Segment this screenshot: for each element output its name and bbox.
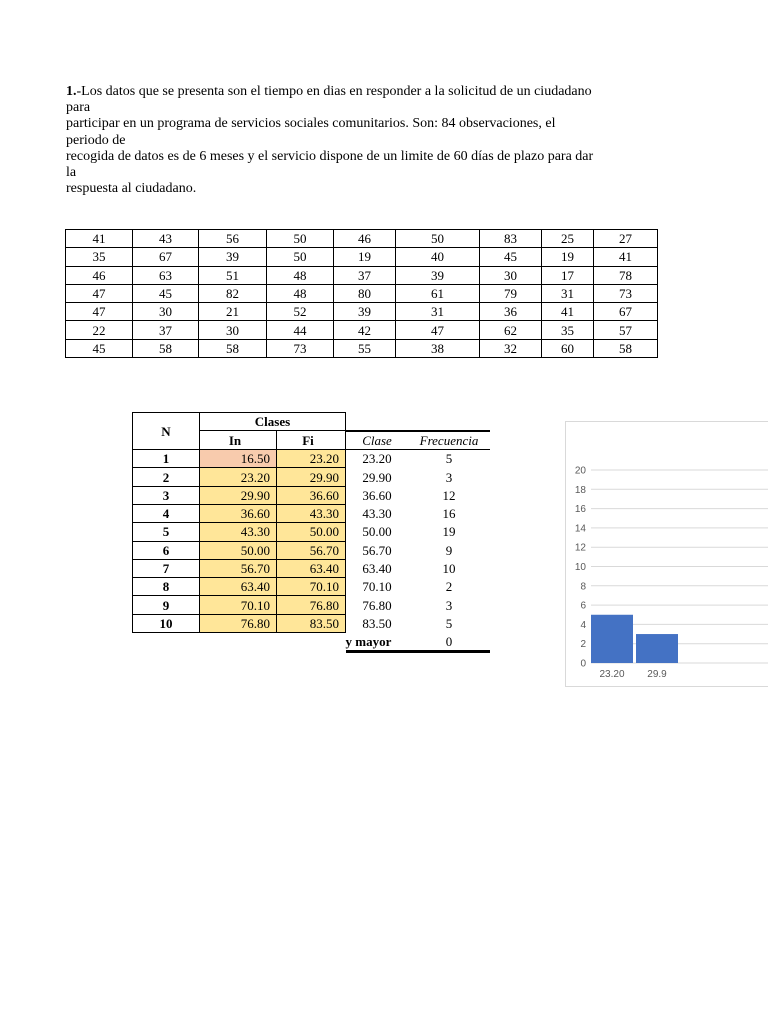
table-row — [133, 578, 491, 596]
histogram-chart — [565, 421, 768, 687]
table-cell: 58 — [594, 339, 658, 357]
table-row — [66, 284, 658, 302]
header-clase: Clase — [346, 431, 409, 450]
table-row — [66, 266, 658, 284]
table-cell: 31 — [396, 303, 480, 321]
table-cell: 73 — [267, 339, 334, 357]
y-tick-label: 8 — [580, 581, 586, 593]
table-cell: 30 — [199, 321, 267, 339]
frequency-value: 5 — [445, 451, 453, 467]
frequency-table — [132, 412, 490, 653]
table-cell: 31 — [542, 284, 594, 302]
table-cell: 19 — [542, 248, 594, 266]
class-lower: 50.00 — [200, 541, 277, 559]
table-row — [66, 248, 658, 266]
intro-line-7: respuesta al ciudadano. — [66, 181, 197, 197]
class-upper: 29.90 — [277, 468, 346, 486]
table-cell: 61 — [396, 284, 480, 302]
table-cell: 45 — [133, 284, 199, 302]
table-cell: 39 — [396, 266, 480, 284]
table-cell: 35 — [542, 321, 594, 339]
bin-value: 29.90 — [362, 469, 392, 485]
class-lower: 36.60 — [200, 504, 277, 522]
table-cell: 50 — [267, 230, 334, 248]
histogram-bar — [636, 634, 678, 663]
table-cell: 67 — [594, 303, 658, 321]
y-tick-label: 16 — [574, 504, 586, 516]
class-upper: 63.40 — [277, 559, 346, 577]
table-cell: 32 — [480, 339, 542, 357]
table-cell: 47 — [396, 321, 480, 339]
class-upper: 70.10 — [277, 578, 346, 596]
table-cell: 38 — [396, 339, 480, 357]
class-number: 5 — [133, 523, 200, 541]
frequency-value: 16 — [442, 506, 456, 522]
intro-line-6: la — [66, 165, 77, 181]
table-cell: 80 — [334, 284, 396, 302]
intro-line-3: participar en un programa de servicios sociales comunitarios. Son: 84 observaciones, el — [66, 116, 556, 132]
table-cell: 41 — [542, 303, 594, 321]
table-cell: 43 — [133, 230, 199, 248]
table-cell: 57 — [594, 321, 658, 339]
header-in: In — [200, 431, 277, 450]
table-cell: 39 — [199, 248, 267, 266]
x-tick-label: 29.9 — [647, 669, 667, 680]
class-upper: 76.80 — [277, 596, 346, 614]
table-cell: 36 — [480, 303, 542, 321]
frequency-value: 2 — [445, 579, 453, 595]
class-lower: 16.50 — [200, 450, 277, 468]
table-cell: 56 — [199, 230, 267, 248]
bin-value: 43.30 — [362, 506, 392, 522]
exercise-number: 1. — [66, 84, 77, 99]
table-cell: 39 — [334, 303, 396, 321]
frequency-value: 9 — [445, 542, 453, 558]
frequency-value: 3 — [445, 469, 453, 485]
table-cell: 78 — [594, 266, 658, 284]
y-tick-label: 2 — [580, 639, 586, 651]
class-lower: 23.20 — [200, 468, 277, 486]
table-cell: 45 — [66, 339, 133, 357]
y-tick-label: 4 — [580, 619, 586, 631]
table-cell: 37 — [334, 266, 396, 284]
table-row — [133, 614, 491, 632]
table-row — [133, 486, 491, 504]
table-cell: 60 — [542, 339, 594, 357]
class-lower: 43.30 — [200, 523, 277, 541]
table-cell: 45 — [480, 248, 542, 266]
table-cell: 19 — [334, 248, 396, 266]
class-number: 9 — [133, 596, 200, 614]
table-cell: 67 — [133, 248, 199, 266]
y-tick-label: 14 — [574, 523, 586, 535]
y-tick-label: 18 — [574, 484, 586, 496]
intro-line-2: para — [66, 100, 91, 116]
histogram-bar — [591, 615, 633, 663]
class-upper: 43.30 — [277, 504, 346, 522]
class-upper: 50.00 — [277, 523, 346, 541]
y-tick-label: 20 — [574, 465, 586, 477]
frequency-value: 10 — [442, 561, 456, 577]
class-number: 3 — [133, 486, 200, 504]
table-cell: 83 — [480, 230, 542, 248]
observations-table — [65, 229, 658, 358]
class-upper: 83.50 — [277, 614, 346, 632]
class-number: 2 — [133, 468, 200, 486]
y-tick-label: 12 — [574, 542, 586, 554]
table-row — [66, 303, 658, 321]
intro-line-5: recogida de datos es de 6 meses y el servicio dispone de un limite de 60 días de plazo para dar — [66, 148, 594, 164]
class-number: 10 — [133, 614, 200, 632]
class-lower: 76.80 — [200, 614, 277, 632]
frequency-value-more: 0 — [408, 633, 490, 652]
class-upper: 23.20 — [277, 450, 346, 468]
y-tick-label: 0 — [580, 658, 586, 670]
bin-value: 36.60 — [362, 487, 392, 503]
table-row — [133, 541, 491, 559]
table-cell: 40 — [396, 248, 480, 266]
class-number: 1 — [133, 450, 200, 468]
class-lower: 63.40 — [200, 578, 277, 596]
class-number: 4 — [133, 504, 200, 522]
table-cell: 51 — [199, 266, 267, 284]
header-n: N — [133, 413, 200, 450]
table-cell: 30 — [133, 303, 199, 321]
bin-value: 76.80 — [362, 597, 392, 613]
table-cell: 58 — [133, 339, 199, 357]
table-cell: 63 — [133, 266, 199, 284]
table-cell: 44 — [267, 321, 334, 339]
table-cell: 47 — [66, 303, 133, 321]
intro-line-4: periodo de — [66, 132, 126, 148]
table-cell: 25 — [542, 230, 594, 248]
table-cell: 42 — [334, 321, 396, 339]
chart-svg — [566, 422, 768, 686]
table-row — [133, 633, 491, 652]
class-lower: 70.10 — [200, 596, 277, 614]
y-tick-label: 6 — [580, 600, 586, 612]
table-row — [133, 450, 491, 468]
header-frecuencia: Frecuencia — [408, 431, 490, 450]
header-clases: Clases — [200, 413, 346, 431]
table-cell: 27 — [594, 230, 658, 248]
frequency-value: 3 — [445, 597, 453, 613]
table-row — [66, 230, 658, 248]
class-number: 6 — [133, 541, 200, 559]
table-cell: 48 — [267, 266, 334, 284]
frequency-value: 5 — [445, 615, 453, 631]
class-upper: 56.70 — [277, 541, 346, 559]
table-cell: 58 — [199, 339, 267, 357]
table-cell: 37 — [133, 321, 199, 339]
table-row — [66, 339, 658, 357]
class-number: 7 — [133, 559, 200, 577]
x-tick-label: 23.20 — [599, 669, 625, 680]
bin-value: 63.40 — [362, 561, 392, 577]
table-cell: 55 — [334, 339, 396, 357]
table-row — [133, 504, 491, 522]
table-cell: 46 — [334, 230, 396, 248]
table-cell: 30 — [480, 266, 542, 284]
table-cell: 50 — [396, 230, 480, 248]
table-cell: 62 — [480, 321, 542, 339]
header-fi: Fi — [277, 431, 346, 450]
intro-line-1: 1.-Los datos que se presenta son el tiempo en dias en responder a la solicitud de un ciudadano — [66, 84, 592, 99]
class-lower: 56.70 — [200, 559, 277, 577]
class-number: 8 — [133, 578, 200, 596]
bin-value: 56.70 — [362, 542, 392, 558]
table-row — [133, 559, 491, 577]
table-cell: 35 — [66, 248, 133, 266]
table-cell: 73 — [594, 284, 658, 302]
bin-value: 23.20 — [362, 451, 392, 467]
frequency-value: 12 — [442, 487, 456, 503]
table-cell: 21 — [199, 303, 267, 321]
table-cell: 52 — [267, 303, 334, 321]
table-row — [66, 321, 658, 339]
table-cell: 79 — [480, 284, 542, 302]
table-cell: 41 — [594, 248, 658, 266]
bin-value: 70.10 — [362, 579, 392, 595]
table-row — [133, 596, 491, 614]
intro-paragraph — [66, 84, 666, 197]
table-cell: 82 — [199, 284, 267, 302]
table-cell: 46 — [66, 266, 133, 284]
table-cell: 48 — [267, 284, 334, 302]
bin-value: 83.50 — [362, 615, 392, 631]
bin-value: 50.00 — [362, 524, 392, 540]
class-upper: 36.60 — [277, 486, 346, 504]
table-cell: 41 — [66, 230, 133, 248]
table-cell: 17 — [542, 266, 594, 284]
frequency-value: 19 — [442, 524, 456, 540]
table-row — [133, 523, 491, 541]
class-lower: 29.90 — [200, 486, 277, 504]
bin-value-more: y mayor — [346, 633, 409, 652]
table-cell: 47 — [66, 284, 133, 302]
table-row — [133, 468, 491, 486]
table-cell: 50 — [267, 248, 334, 266]
table-cell: 22 — [66, 321, 133, 339]
y-tick-label: 10 — [574, 562, 586, 573]
